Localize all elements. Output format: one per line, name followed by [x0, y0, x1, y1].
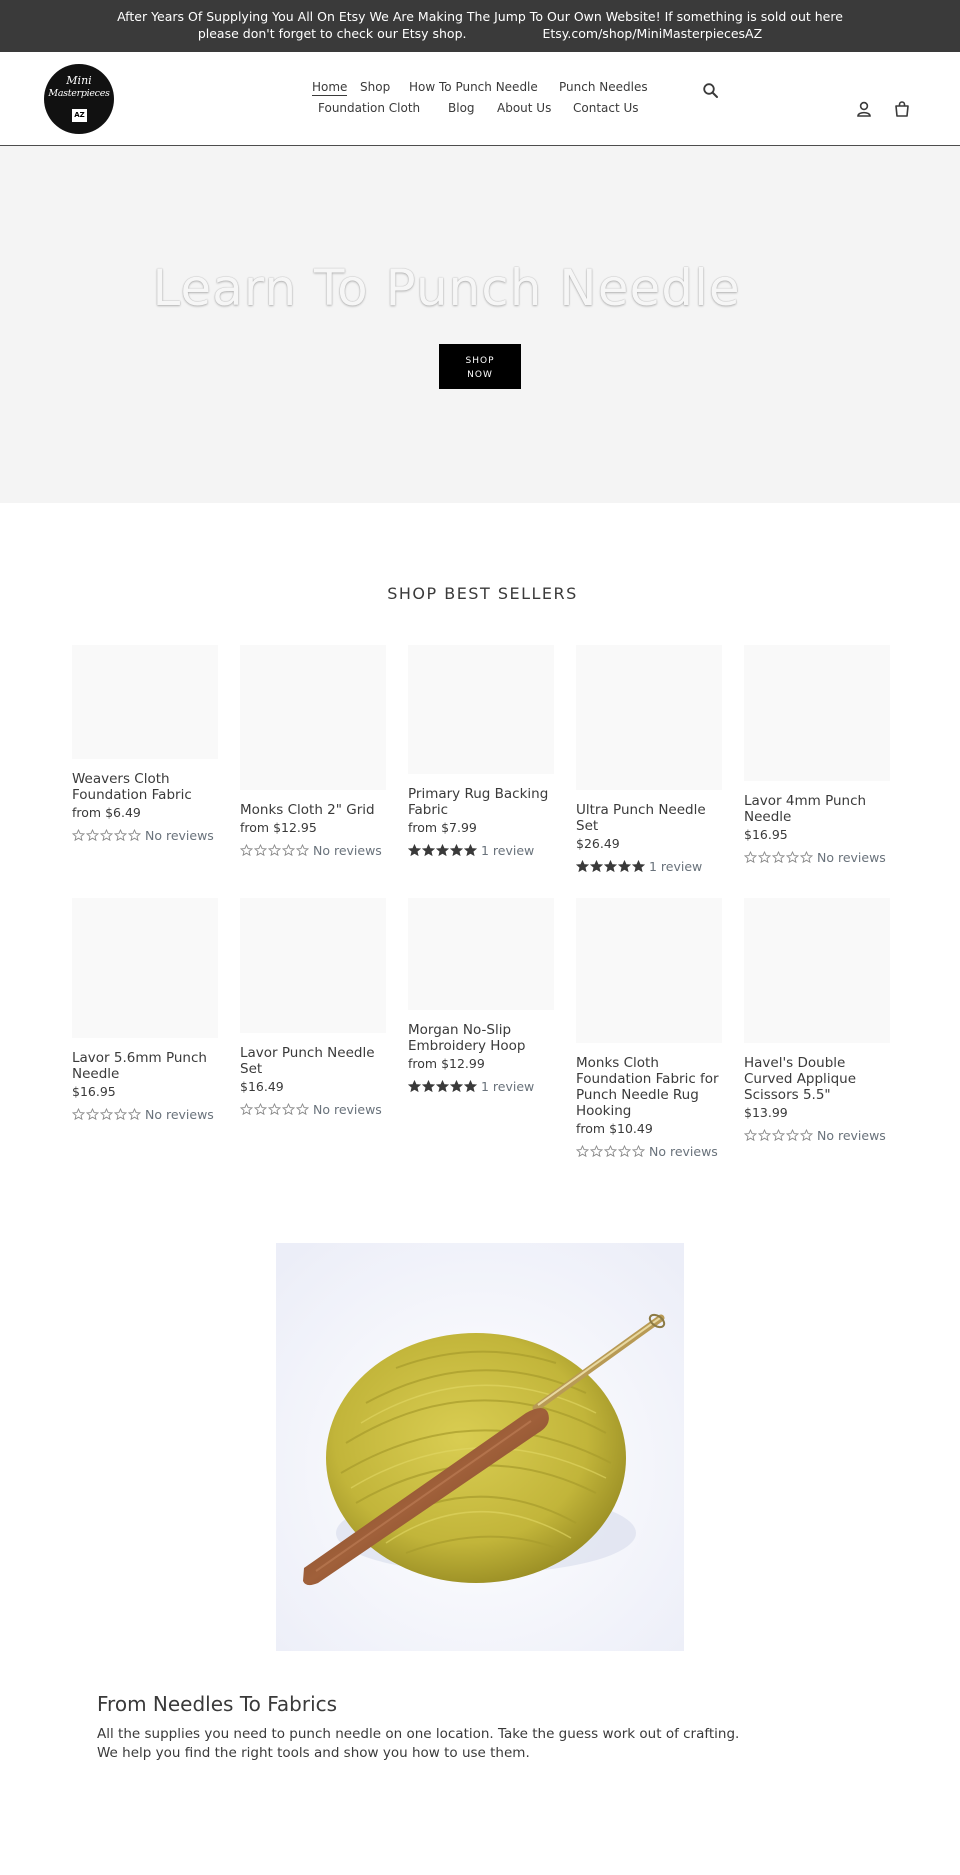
shop-now-line-2: NOW [467, 370, 493, 380]
star-empty-icon [772, 1129, 785, 1142]
product-price: $16.95 [72, 1084, 116, 1099]
search-icon[interactable] [702, 82, 720, 100]
nav-shop[interactable]: Shop [360, 80, 391, 94]
star-empty-icon [296, 844, 309, 857]
star-filled-icon [464, 1080, 477, 1093]
product-rating [576, 1144, 722, 1159]
product-name[interactable]: Lavor Punch Needle Set [240, 1045, 375, 1077]
best-sellers-title: SHOP BEST SELLERS [387, 584, 578, 603]
star-filled-icon [632, 860, 645, 873]
rating-stars [240, 1103, 309, 1116]
product-card[interactable] [72, 898, 218, 1122]
product-image[interactable] [240, 645, 386, 790]
nav-punch-needles[interactable]: Punch Needles [559, 80, 648, 94]
product-name[interactable]: Lavor 4mm Punch Needle [744, 793, 867, 825]
star-empty-icon [772, 851, 785, 864]
star-filled-icon [464, 844, 477, 857]
star-empty-icon [590, 1145, 603, 1158]
star-empty-icon [114, 1108, 127, 1121]
product-rating [408, 843, 554, 858]
product-card[interactable] [576, 898, 722, 1159]
product-card[interactable] [240, 645, 386, 858]
product-card[interactable] [72, 645, 218, 843]
product-image[interactable] [72, 645, 218, 759]
product-rating [72, 828, 218, 843]
product-price: from $10.49 [576, 1121, 653, 1136]
star-filled-icon [422, 1080, 435, 1093]
product-rating [744, 1128, 890, 1143]
product-image[interactable] [408, 645, 554, 774]
review-count: 1 review [481, 1079, 535, 1094]
star-empty-icon [128, 829, 141, 842]
star-empty-icon [86, 1108, 99, 1121]
product-price: from $6.49 [72, 805, 141, 820]
star-empty-icon [744, 851, 757, 864]
rating-stars [576, 1145, 645, 1158]
product-name[interactable]: Monks Cloth Foundation Fabric for Punch Needle Rug Hooking [576, 1055, 719, 1119]
product-price: from $7.99 [408, 820, 477, 835]
product-image[interactable] [408, 898, 554, 1010]
rating-stars [576, 860, 645, 873]
nav-home[interactable]: Home [312, 80, 348, 94]
star-filled-icon [604, 860, 617, 873]
cart-icon[interactable] [893, 100, 911, 118]
star-empty-icon [240, 1103, 253, 1116]
star-empty-icon [268, 844, 281, 857]
etsy-shop-link[interactable]: Etsy.com/shop/MiniMasterpiecesAZ [542, 26, 763, 41]
star-filled-icon [450, 1080, 463, 1093]
product-image[interactable] [744, 645, 890, 781]
account-icon[interactable] [855, 100, 873, 118]
about-title: From Needles To Fabrics [97, 1692, 338, 1716]
product-image[interactable] [744, 898, 890, 1043]
product-price: $13.99 [744, 1105, 788, 1120]
star-empty-icon [114, 829, 127, 842]
yarn-and-needle-image [276, 1243, 684, 1651]
site-header [0, 52, 960, 146]
announcement-line-2: please don't forget to check our Etsy shop. [197, 26, 467, 41]
star-empty-icon [254, 1103, 267, 1116]
rating-stars [744, 851, 813, 864]
star-empty-icon [786, 851, 799, 864]
product-price: from $12.95 [240, 820, 317, 835]
product-card[interactable] [576, 645, 722, 874]
product-rating [576, 859, 722, 874]
rating-stars [72, 829, 141, 842]
rating-stars [408, 844, 477, 857]
star-empty-icon [800, 851, 813, 864]
star-filled-icon [450, 844, 463, 857]
product-image[interactable] [72, 898, 218, 1038]
product-name[interactable]: Primary Rug Backing Fabric [408, 786, 549, 818]
star-empty-icon [786, 1129, 799, 1142]
star-empty-icon [604, 1145, 617, 1158]
product-price: $16.49 [240, 1079, 284, 1094]
review-count: 1 review [649, 859, 703, 874]
review-count: No reviews [817, 1128, 886, 1143]
product-price: $26.49 [576, 836, 620, 851]
product-rating [240, 1102, 386, 1117]
hero-title: Learn To Punch Needle [152, 259, 741, 317]
review-count: 1 review [481, 843, 535, 858]
star-empty-icon [240, 844, 253, 857]
announcement-line-1: After Years Of Supplying You All On Etsy We Are Making The Jump To Our Own Website! If something is sold out here [117, 9, 843, 24]
rating-stars [744, 1129, 813, 1142]
nav-blog[interactable]: Blog [448, 101, 475, 115]
star-empty-icon [86, 829, 99, 842]
star-empty-icon [800, 1129, 813, 1142]
product-card[interactable] [744, 645, 890, 865]
review-count: No reviews [145, 828, 214, 843]
rating-stars [240, 844, 309, 857]
logo-text-masterpieces: Masterpieces [48, 88, 110, 99]
product-image[interactable] [240, 898, 386, 1033]
rating-stars [408, 1080, 477, 1093]
product-price: $16.95 [744, 827, 788, 842]
product-rating [72, 1107, 218, 1122]
review-count: No reviews [817, 850, 886, 865]
product-price: from $12.99 [408, 1056, 485, 1071]
star-empty-icon [758, 851, 771, 864]
nav-contact-us[interactable]: Contact Us [573, 101, 639, 115]
star-empty-icon [296, 1103, 309, 1116]
review-count: No reviews [649, 1144, 718, 1159]
star-empty-icon [282, 844, 295, 857]
star-empty-icon [282, 1103, 295, 1116]
product-card[interactable] [408, 898, 554, 1094]
product-name[interactable]: Weavers Cloth Foundation Fabric [72, 771, 192, 803]
product-name[interactable]: Ultra Punch Needle Set [576, 802, 706, 834]
product-image[interactable] [576, 645, 722, 790]
nav-foundation-cloth[interactable]: Foundation Cloth [318, 101, 421, 115]
star-filled-icon [436, 844, 449, 857]
product-name[interactable]: Havel's Double Curved Applique Scissors 5.5" [744, 1055, 856, 1103]
product-card[interactable] [408, 645, 554, 858]
rating-stars [72, 1108, 141, 1121]
nav-how-to-punch-needle[interactable]: How To Punch Needle [409, 80, 538, 94]
product-image[interactable] [576, 898, 722, 1043]
star-filled-icon [408, 844, 421, 857]
star-empty-icon [268, 1103, 281, 1116]
announcement-bar [0, 0, 960, 52]
shop-now-line-1: SHOP [465, 356, 495, 366]
shop-now-button[interactable] [439, 344, 521, 389]
star-filled-icon [422, 844, 435, 857]
product-name[interactable]: Lavor 5.6mm Punch Needle [72, 1050, 207, 1082]
star-empty-icon [100, 1108, 113, 1121]
logo-text-az: AZ [72, 109, 87, 122]
star-filled-icon [618, 860, 631, 873]
star-empty-icon [618, 1145, 631, 1158]
review-count: No reviews [145, 1107, 214, 1122]
review-count: No reviews [313, 843, 382, 858]
star-empty-icon [72, 829, 85, 842]
product-card[interactable] [240, 898, 386, 1117]
star-filled-icon [436, 1080, 449, 1093]
star-empty-icon [72, 1108, 85, 1121]
hero-banner [0, 146, 960, 503]
star-filled-icon [576, 860, 589, 873]
star-empty-icon [758, 1129, 771, 1142]
product-rating [408, 1079, 554, 1094]
star-filled-icon [408, 1080, 421, 1093]
nav-about-us[interactable]: About Us [497, 101, 552, 115]
star-empty-icon [254, 844, 267, 857]
logo-text-mini: Mini [66, 74, 92, 87]
star-filled-icon [590, 860, 603, 873]
product-name[interactable]: Morgan No-Slip Embroidery Hoop [408, 1022, 526, 1054]
star-empty-icon [632, 1145, 645, 1158]
product-card[interactable] [744, 898, 890, 1143]
logo[interactable] [44, 64, 114, 134]
review-count: No reviews [313, 1102, 382, 1117]
star-empty-icon [100, 829, 113, 842]
star-empty-icon [576, 1145, 589, 1158]
star-empty-icon [744, 1129, 757, 1142]
product-rating [240, 843, 386, 858]
product-rating [744, 850, 890, 865]
product-name[interactable]: Monks Cloth 2" Grid [240, 802, 375, 818]
about-text: All the supplies you need to punch needle on one location. Take the guess work out of crafting. We help you find the right tools and show you how to use them. [97, 1726, 740, 1761]
star-empty-icon [128, 1108, 141, 1121]
